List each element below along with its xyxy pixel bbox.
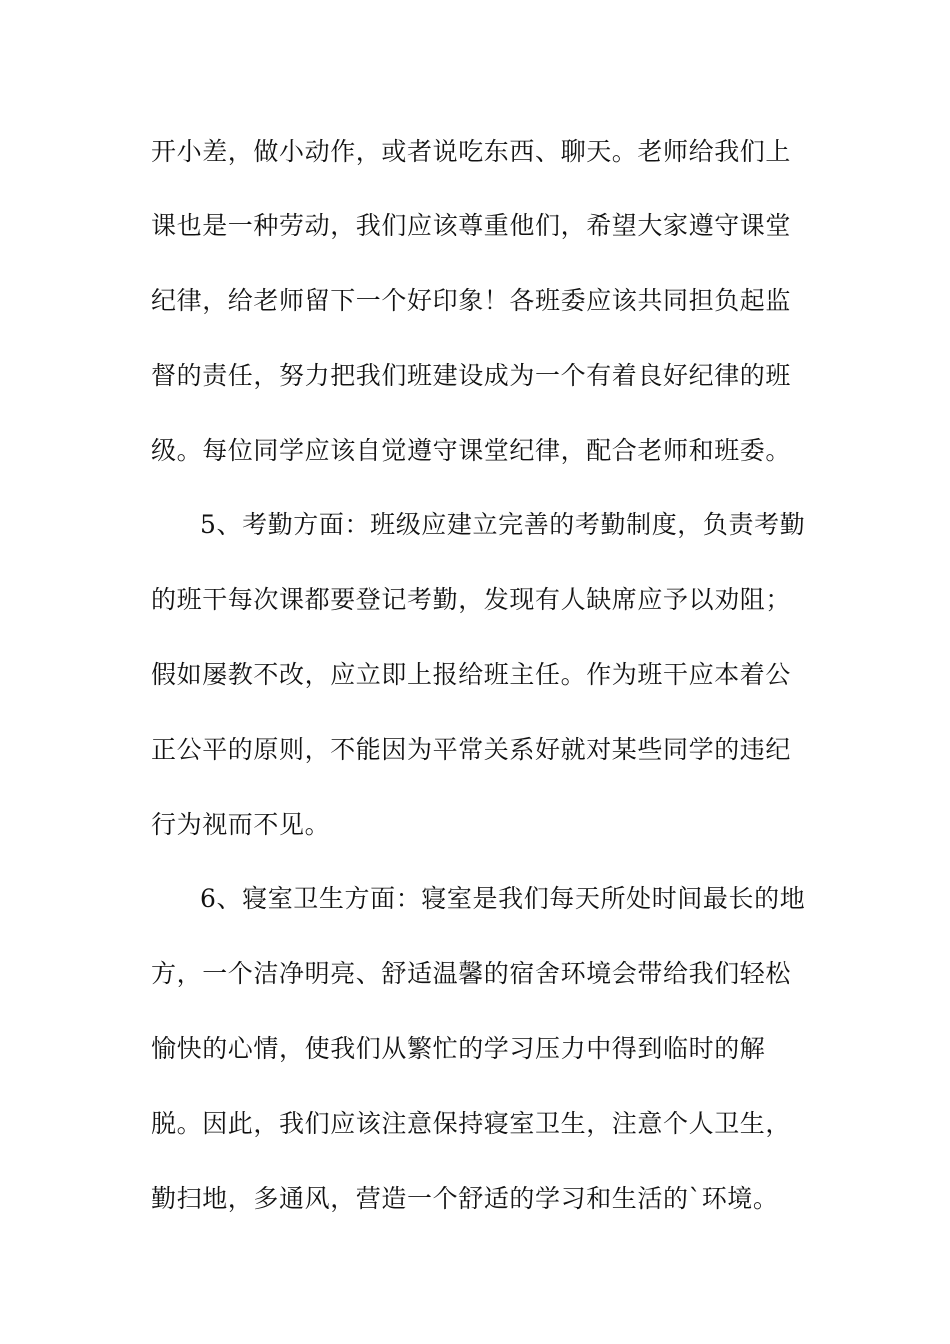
text-line-1: 开小差，做小动作，或者说吃东西、聊天。老师给我们上 — [151, 137, 792, 166]
text-line-13: 愉快的心情，使我们从繁忙的学习压力中得到临时的解 — [151, 1034, 766, 1063]
text-line-11: 6、寝室卫生方面：寝室是我们每天所处时间最长的地 — [200, 884, 806, 913]
text-line-2: 课也是一种劳动，我们应该尊重他们，希望大家遵守课堂 — [151, 211, 792, 240]
text-line-14: 脱。因此，我们应该注意保持寝室卫生，注意个人卫生， — [151, 1109, 792, 1138]
text-line-8: 假如屡教不改，应立即上报给班主任。作为班干应本着公 — [151, 660, 792, 689]
text-line-5: 级。每位同学应该自觉遵守课堂纪律，配合老师和班委。 — [151, 436, 792, 465]
text-line-10: 行为视而不见。 — [151, 810, 331, 839]
text-line-15: 勤扫地，多通风，营造一个舒适的学习和生活的`环境。 — [151, 1184, 779, 1213]
text-line-6: 5、考勤方面：班级应建立完善的考勤制度，负责考勤 — [200, 510, 806, 539]
text-line-9: 正公平的原则，不能因为平常关系好就对某些同学的违纪 — [151, 735, 792, 764]
text-line-7: 的班干每次课都要登记考勤，发现有人缺席应予以劝阻； — [151, 585, 792, 614]
text-line-4: 督的责任，努力把我们班建设成为一个有着良好纪律的班 — [151, 361, 792, 390]
text-line-3: 纪律，给老师留下一个好印象！各班委应该共同担负起监 — [151, 286, 792, 315]
text-line-12: 方，一个洁净明亮、舒适温馨的宿舍环境会带给我们轻松 — [151, 959, 792, 988]
